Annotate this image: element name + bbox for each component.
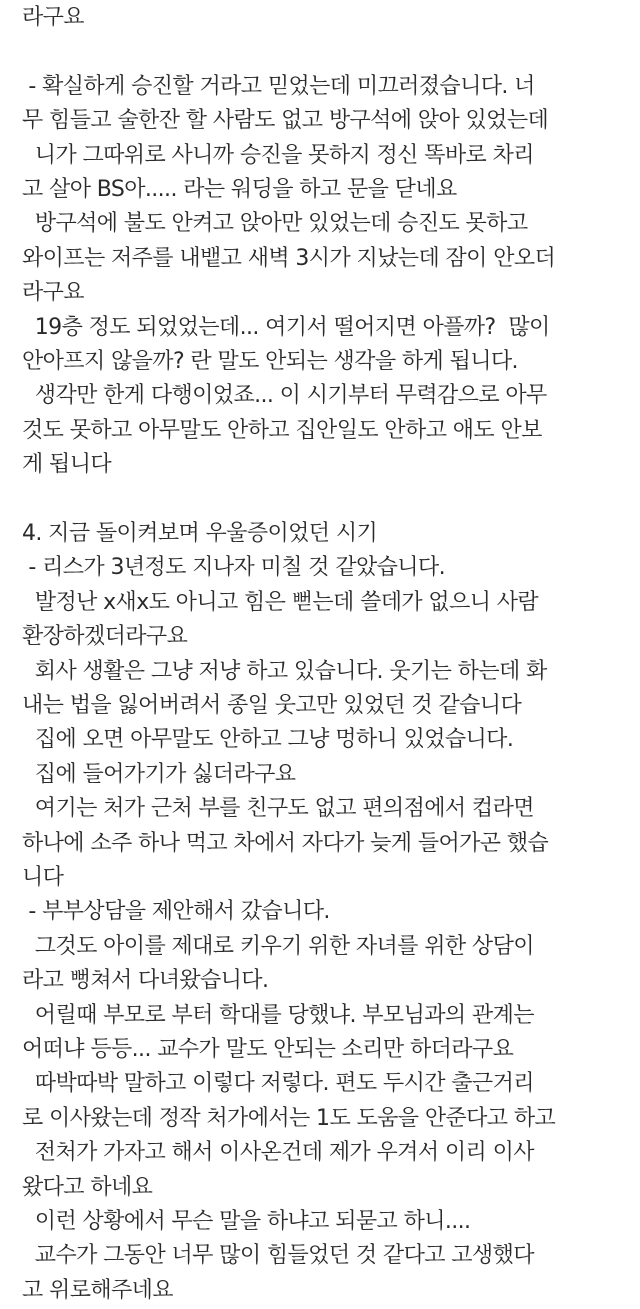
text-line: 19층 정도 되었었는데... 여기서 떨어지면 아플까? 많이 — [22, 314, 550, 340]
text-line: 하나에 소주 하나 먹고 차에서 자다가 늦게 들어가곤 했습 — [22, 830, 549, 856]
text-line: 4. 지금 돌이켜보며 우울증이었던 시기 — [22, 521, 378, 546]
text-line: - 부부상담을 제안해서 갔습니다. — [22, 899, 330, 925]
text-line: 라구요 — [22, 5, 84, 30]
text-line: 로 이사왔는데 정작 처가에서는 1도 도움을 안준다고 하고 — [22, 1105, 556, 1131]
text-line: 이런 상황에서 무슨 말을 하냐고 되묻고 하니.... — [22, 1209, 471, 1234]
text-line: 따박따박 말하고 이렇다 저렇다. 편도 두시간 출근거리 — [22, 1071, 534, 1097]
text-line: 생각만 한게 다행이었죠... 이 시기부터 무력감으로 아무 — [22, 383, 547, 409]
text-line: 내는 법을 잃어버려서 종일 웃고만 있었던 것 같습니다 — [22, 693, 522, 718]
text-line: 와이프는 저주를 내뱉고 새벽 3시가 지났는데 잠이 안오더 — [22, 245, 556, 271]
text-line: 환장하겠더라구요 — [22, 624, 188, 650]
text-line: 집에 오면 아무말도 안하고 그냥 멍하니 있었습니다. — [22, 727, 514, 753]
text-line: 회사 생활은 그냥 저냥 하고 있습니다. 웃기는 하는데 화 — [22, 658, 547, 684]
text-line: 교수가 그동안 너무 많이 힘들었던 것 같다고 고생했다 — [22, 1243, 534, 1269]
text-line: 니가 그따위로 사니까 승진을 못하지 정신 똑바로 차리 — [22, 142, 534, 168]
text-line: 무 힘들고 술한잔 할 사람도 없고 방구석에 앉아 있었는데 — [22, 108, 549, 134]
text-line: 라구요 — [22, 280, 84, 306]
text-line: 방구석에 불도 안켜고 앉아만 있었는데 승진도 못하고 — [22, 211, 528, 237]
text-line: 그것도 아이를 제대로 키우기 위한 자녀를 위한 상담이 — [22, 933, 534, 959]
text-line: 고 위로해주네요 — [22, 1277, 173, 1303]
text-line: 여기는 처가 근처 부를 친구도 없고 편의점에서 컵라면 — [22, 796, 534, 822]
text-line: 것도 못하고 아무말도 안하고 집안일도 안하고 애도 안보 — [22, 417, 542, 443]
text-line: - 확실하게 승진할 거라고 믿었는데 미끄러졌습니다. 너 — [22, 73, 535, 99]
text-line: 니다 — [22, 865, 64, 890]
text-line: 게 됩니다 — [22, 452, 112, 478]
text-line: - 리스가 3년정도 지나자 미칠 것 같았습니다. — [22, 555, 445, 581]
text-line: 집에 들어가기가 싫더라구요 — [22, 761, 296, 787]
text-line: 왔다고 하네요 — [22, 1174, 153, 1200]
text-line: 라고 뻥쳐서 다녀왔습니다. — [22, 968, 269, 994]
text-line: 전처가 가자고 해서 이사온건데 제가 우겨서 이리 이사 — [22, 1140, 534, 1166]
text-line: 발정난 x새x도 아니고 힘은 뻗는데 쓸데가 없으니 사람 — [22, 589, 539, 615]
text-line: 안아프지 않을까? 란 말도 안되는 생각을 하게 됩니다. — [22, 349, 518, 374]
text-line: 어떠냐 등등... 교수가 말도 안되는 소리만 하더라구요 — [22, 1037, 514, 1062]
text-line: 고 살아 BS아..... 라는 워딩을 하고 문을 닫네요 — [22, 177, 457, 202]
text-line: 어릴때 부모로 부터 학대를 당했냐. 부모님과의 관계는 — [22, 1002, 534, 1028]
